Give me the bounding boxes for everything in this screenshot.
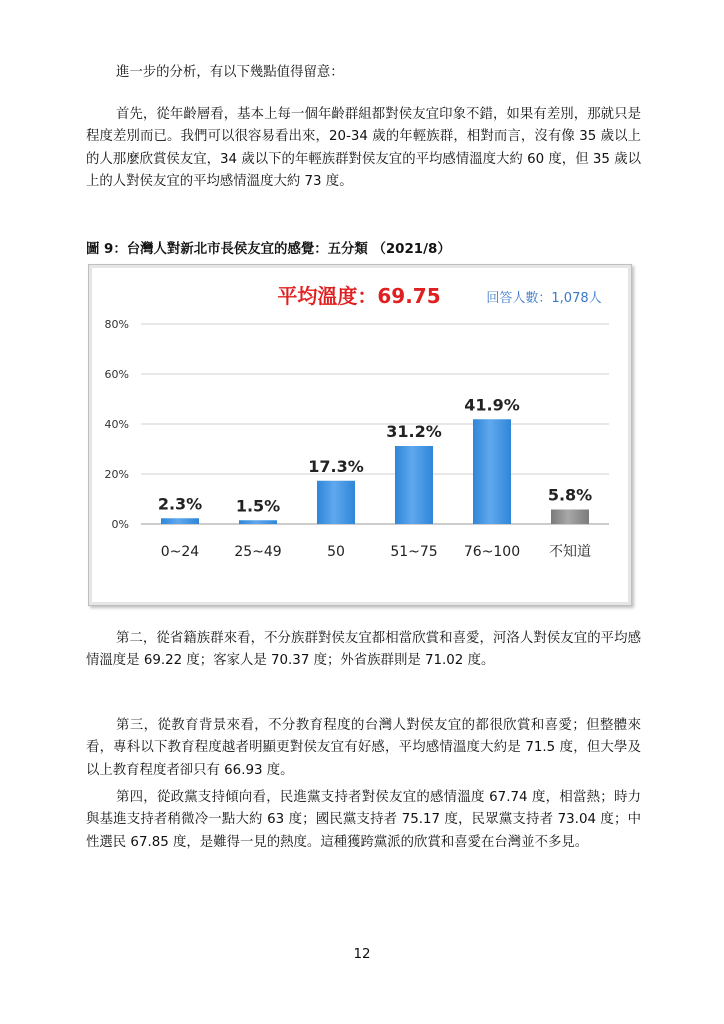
- x-category-label: 76~100: [463, 544, 521, 560]
- y-tick-label: 20%: [104, 468, 129, 481]
- paragraph-party: 第四，從政黨支持傾向看，民進黨支持者對侯友宜的感情溫度 67.74 度，相當熱；時力與基進支持者稍微冷一點大約 63 度；國民黨支持者 75.17 度，民眾黨支持者 73.04 度；中性選民 67.85 度，是難得一見的熱度。這種獲跨黨派的欣賞和喜愛在台灣並不多見。: [86, 790, 641, 850]
- x-category-label: 25~49: [234, 544, 282, 560]
- page-number: 12: [353, 947, 371, 962]
- bar-3: [317, 481, 355, 524]
- chart-title: 平均溫度：69.75: [277, 284, 441, 308]
- chart-respondents: 回答人數：1,078人: [486, 291, 602, 306]
- bar-value-label: 31.2%: [386, 422, 442, 441]
- paragraph-education: 第三，從教育背景來看，不分教育程度的台灣人對侯友宜的都很欣賞和喜愛；但整體來看，專科以下教育程度越者明顯更對侯友宜有好感，平均感情溫度大約是 71.5 度，但大學及以上教育程度者卻只有 66.93 度。: [86, 718, 641, 778]
- bar-6: [551, 510, 589, 525]
- y-tick-label: 80%: [104, 318, 129, 331]
- bar-value-label: 41.9%: [464, 395, 520, 415]
- bar-2: [239, 520, 277, 524]
- x-category-label: 51~75: [390, 544, 438, 560]
- figure-caption: 圖 9：台灣人對新北市長侯友宜的感覺：五分類 （2021/8）: [86, 242, 451, 257]
- chart-frame: [88, 264, 632, 606]
- bar-value-label: 1.5%: [235, 496, 281, 516]
- bar-5: [473, 419, 511, 524]
- y-tick-label: 0%: [111, 518, 129, 531]
- x-category-label: 50: [327, 544, 345, 560]
- bar-1: [161, 518, 199, 524]
- paragraph-age: 首先，從年齡層看，基本上每一個年齡群組都對侯友宜印象不錯，如果有差別，那就只是程度差別而已。我們可以很容易看出來，20-34 歲的年輕族群，相對而言，沒有像 35 歲以上的人那麼欣賞侯友宜，34 歲以下的年輕族群對侯友宜的平均感情溫度大約 60 度，但 35 歲以上的人對侯友宜的平均感情溫度大約 73 度。: [86, 107, 641, 189]
- bar-value-label: 17.3%: [308, 456, 364, 476]
- bar-value-label: 2.3%: [157, 494, 203, 514]
- y-tick-label: 60%: [104, 368, 129, 381]
- x-category-label: 0~24: [160, 544, 200, 560]
- paragraph-ethnicity: 第二，從省籍族群來看，不分族群對侯友宜都相當欣賞和喜愛，河洛人對侯友宜的平均感情溫度是 69.22 度；客家人是 70.37 度；外省族群則是 71.02 度。: [86, 631, 641, 669]
- paragraph-intro: 進一步的分析，有以下幾點值得留意：: [116, 65, 344, 80]
- bar-chart: [89, 265, 631, 605]
- bar-4: [395, 446, 433, 524]
- bar-value-label: 5.8%: [547, 485, 593, 505]
- x-category-label: 不知道: [549, 544, 591, 560]
- y-tick-label: 40%: [104, 418, 129, 431]
